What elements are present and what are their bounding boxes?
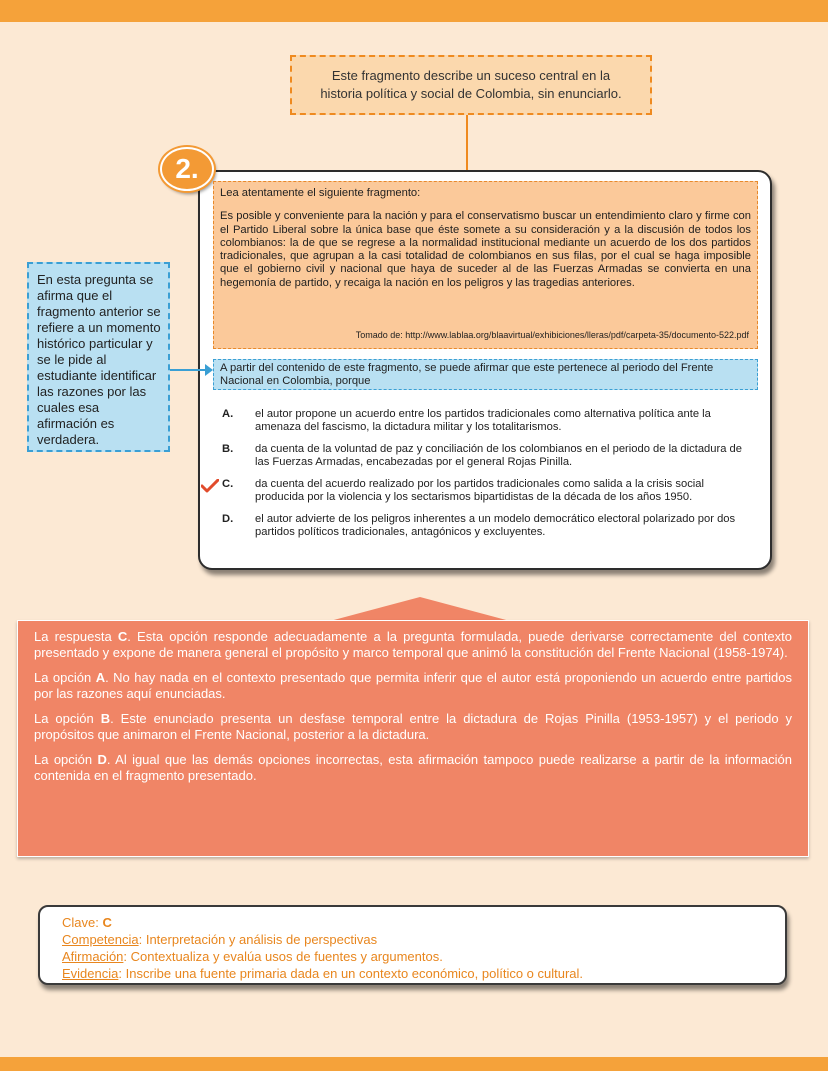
option-text: el autor advierte de los peligros inherentes a un modelo democrático electoral polarizado por dos partidos políticos tradicionales, antagónicos y excluyentes.	[255, 513, 736, 539]
explanation-c	[34, 629, 792, 660]
key-value: C	[102, 915, 112, 930]
option-a[interactable]	[218, 408, 758, 443]
option-text: da cuenta de la voluntad de paz y conciliación de los colombianos en el periodo de la dictadura de las Fuerzas Armadas, encabezadas por el general Rojas Pinilla.	[255, 443, 742, 469]
passage-box	[213, 181, 758, 349]
answer-explanation	[17, 620, 809, 857]
left-callout-line: refiere a un momento	[37, 320, 161, 335]
left-callout	[27, 262, 170, 452]
key-value: : Contextualiza y evalúa usos de fuentes y argumentos.	[123, 949, 443, 964]
explanation-text: . Este enunciado presenta un desfase temporal entre la dictadura de Rojas Pinilla (1953-1957) y el periodo y propósitos que animaron el Frente Nacional, posterior a la dictadura.	[34, 711, 792, 742]
option-key: C	[117, 629, 128, 644]
top-band	[0, 0, 828, 22]
key-value: : Interpretación y análisis de perspectivas	[138, 932, 378, 947]
left-callout-line: histórico particular y	[37, 336, 153, 351]
option-letter: B.	[222, 443, 234, 455]
option-letter: A.	[222, 408, 234, 420]
passage-intro: Lea atentamente el siguiente fragmento:	[220, 187, 421, 199]
left-callout-line: En esta pregunta se	[37, 272, 154, 287]
explanation-d	[34, 752, 792, 783]
answer-options	[218, 408, 758, 548]
explanation-text: . Esta opción responde adecuadamente a la pregunta formulada, puede derivarse correctamente del contexto presentado y expone de manera general el propósito y marco temporal que animó la constitución del Frente Nacional (1958-1974).	[34, 629, 792, 660]
option-key: D	[97, 752, 107, 767]
option-text: da cuenta del acuerdo realizado por los partidos tradicionales como salida a la crisis social producida por la violencia y los sectarismos bipartidistas de la década de los años 1950.	[255, 478, 704, 504]
evidencia-link[interactable]: Evidencia	[62, 966, 119, 981]
option-key: A	[95, 670, 106, 685]
top-callout-line-2: historia política y social de Colombia, sin enunciarlo.	[320, 86, 622, 101]
left-callout-line: afirmación es	[37, 416, 115, 431]
top-callout	[290, 55, 652, 115]
key-clave	[62, 914, 763, 931]
top-callout-line-1: Este fragmento describe un suceso central en la	[331, 68, 611, 83]
question-stem: A partir del contenido de este fragmento, se puede afirmar que este pertenece al periodo del Frente Nacional en Colombia, porque	[213, 359, 758, 390]
question-number-badge: 2.	[160, 147, 214, 191]
passage-source: Tomado de: http://www.lablaa.org/blaavirtual/exhibiciones/lleras/pdf/carpeta-35/documento-522.pdf	[355, 329, 749, 340]
explanation-text: . No hay nada en el contexto presentado que permita inferir que el autor está proponiendo un acuerdo entre partidos por las razones aquí enunciadas.	[34, 670, 792, 701]
explanation-text: La opción	[34, 711, 101, 726]
explanation-text: La opción	[34, 752, 98, 767]
key-competencia	[62, 931, 763, 948]
top-callout-connector	[466, 115, 468, 177]
option-c[interactable]	[218, 478, 758, 513]
explanation-a	[34, 670, 792, 701]
left-callout-line: verdadera.	[37, 432, 100, 447]
answer-pointer	[330, 597, 510, 621]
passage-text: Es posible y conveniente para la nación y para el conservatismo buscar un entendimiento claro y firme con el Partido Liberal sobre la única base que éste somete a su consideración y a la discusión de todos los colombianos: la de que se regrese a la normalidad institucional mediante un acuerdo de los dos partidos tradicionales, que agrupan a la casi totalidad de colombianos en sus filas, por el cual se haga imposible que el gobierno civil y nacional que haya de suceder al de las Fuerzas Armadas se convierta en una hegemonía de partido, y recaiga la nación en los peligros y las tragedias anteriores.	[220, 210, 751, 289]
option-d[interactable]	[218, 513, 758, 548]
left-callout-line: afirma que el	[37, 288, 113, 303]
right-arrow-icon	[205, 364, 213, 376]
key-evidencia	[62, 965, 763, 982]
afirmacion-link[interactable]: Afirmación	[62, 949, 124, 964]
left-callout-line: fragmento anterior se	[37, 304, 161, 319]
option-key: B	[100, 711, 111, 726]
option-letter: C.	[222, 478, 234, 490]
left-callout-line: estudiante identificar	[37, 368, 157, 383]
check-mark-icon	[201, 479, 219, 493]
left-callout-line: las razones por las	[37, 384, 147, 399]
left-callout-line: se le pide al	[37, 352, 107, 367]
option-text: el autor propone un acuerdo entre los partidos tradicionales como alternativa política ante la amenaza del fascismo, la dictadura militar y los totalitarismos.	[255, 408, 711, 434]
key-afirmacion	[62, 948, 763, 965]
bottom-band	[0, 1057, 828, 1071]
key-value: : Inscribe una fuente primaria dada en un contexto económico, político o cultural.	[118, 966, 584, 981]
answer-key-box	[38, 905, 787, 985]
option-letter: D.	[222, 513, 234, 525]
left-callout-line: cuales esa	[37, 400, 100, 415]
explanation-text: La opción	[34, 670, 96, 685]
left-callout-connector	[170, 369, 208, 371]
explanation-b	[34, 711, 792, 742]
option-b[interactable]	[218, 443, 758, 478]
key-label: Clave:	[62, 915, 103, 930]
competencia-link[interactable]: Competencia	[62, 932, 139, 947]
explanation-text: La respuesta	[34, 629, 118, 644]
explanation-text: . Al igual que las demás opciones incorrectas, esta afirmación tampoco puede realizarse a partir de la información contenida en el fragmento presentado.	[34, 752, 793, 783]
